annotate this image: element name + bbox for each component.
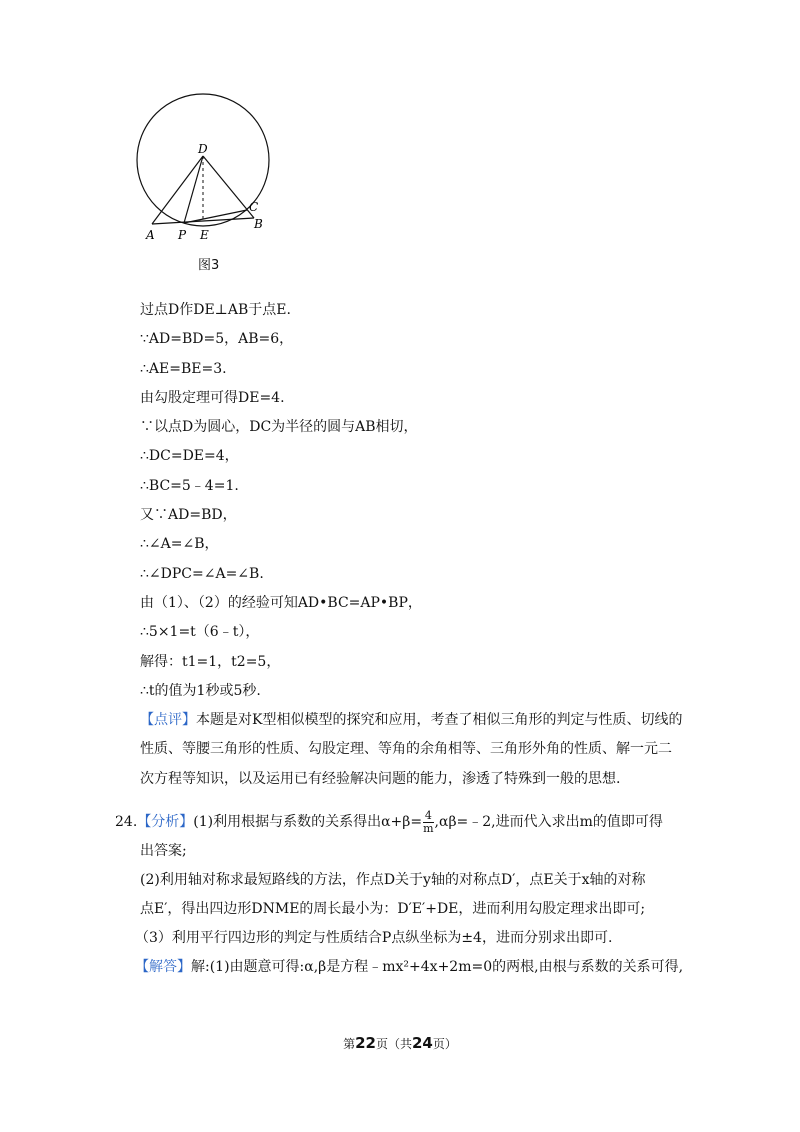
- segment-DP: [184, 156, 203, 223]
- analysis-line-2: 出答案;: [140, 843, 187, 859]
- solution-line: ∴∠A=∠B，: [140, 536, 219, 553]
- solution-line: 过点D作DE⊥AB于点E.: [140, 302, 291, 318]
- analysis-line-4: 点E′，得出四边形DNME的周长最小为：D′E′+DE，进而利用勾股定理求出即可;: [140, 901, 646, 917]
- analysis-line-5: （3）利用平行四边形的判定与性质结合P点纵坐标为±4，进而分别求出即可.: [135, 930, 613, 946]
- label-P: P: [178, 228, 187, 242]
- footer-text: 页）: [432, 1037, 457, 1051]
- solution-line: ∴∠DPC=∠A=∠B.: [140, 565, 264, 582]
- comment-text: 本题是对K型相似模型的探究和应用，考查了相似三角形的判定与性质、切线的性质、等腰三角形的性质、勾股定理、等角的余角相等、三角形外角的性质、解一元二次方程等知识，以及运用已有经验解决问题的能力，渗透了特殊到一般的思想.: [140, 712, 683, 787]
- page-footer: [0, 1034, 800, 1052]
- figure-caption: 图3: [198, 258, 220, 273]
- fraction: [423, 810, 433, 835]
- solution-line: ∵以点D为圆心，DC为半径的圆与AB相切，: [140, 419, 418, 436]
- solution-line: ∴BC=5﹣4=1.: [140, 477, 239, 494]
- label-E: E: [200, 228, 209, 242]
- geometry-figure: [130, 90, 280, 280]
- fraction-denominator: m: [423, 821, 434, 835]
- answer-tag: 【解答】: [135, 959, 191, 975]
- question-number: 24.: [115, 814, 138, 830]
- label-B: B: [254, 217, 263, 231]
- answer-line: [115, 953, 695, 982]
- page-number: 22: [355, 1034, 376, 1052]
- solution-line: 解得：t1=1，t2=5，: [140, 653, 281, 670]
- solution-steps: [140, 296, 700, 706]
- comment-paragraph: [140, 706, 685, 794]
- solution-line: ∴DC=DE=4，: [140, 448, 239, 465]
- solution-line: 由勾股定理可得DE=4.: [140, 389, 285, 406]
- fraction-numerator: 4: [424, 808, 432, 822]
- total-pages: 24: [412, 1034, 433, 1052]
- solution-line: ∴AE=BE=3.: [140, 360, 227, 377]
- solution-line: ∴t的值为1秒或5秒.: [140, 682, 261, 699]
- analysis-text: (1)利用根据与系数的关系得出α+β=: [193, 814, 423, 830]
- segment-DB: [203, 156, 254, 218]
- solution-line: 由（1）、（2）的经验可知AD•BC=AP•BP，: [140, 594, 422, 611]
- analysis-line-1: [115, 808, 695, 837]
- label-A: A: [146, 228, 155, 242]
- solution-line: ∵AD=BD=5，AB=6，: [140, 331, 294, 348]
- solution-line: ∴5×1=t（6﹣t），: [140, 624, 260, 641]
- label-D: D: [198, 142, 208, 156]
- comment-tag: 【点评】: [140, 712, 196, 728]
- analysis-text: ,αβ=﹣2,进而代入求出m的值即可得: [434, 814, 663, 830]
- segment-DA: [152, 156, 203, 224]
- footer-text: 页（共: [375, 1037, 412, 1051]
- footer-text: 第: [343, 1037, 356, 1051]
- label-C: C: [249, 200, 259, 214]
- analysis-line-3: (2)利用轴对称求最短路线的方法，作点D关于y轴的对称点D′，点E关于x轴的对称: [140, 872, 646, 888]
- answer-text: 解:(1)由题意可得:α,β是方程﹣mx²+4x+2m=0的两根,由根与系数的关系可得,: [191, 959, 684, 975]
- solution-line: 又∵AD=BD，: [140, 507, 237, 524]
- question-24: [115, 808, 695, 982]
- analysis-tag: 【分析】: [137, 814, 194, 830]
